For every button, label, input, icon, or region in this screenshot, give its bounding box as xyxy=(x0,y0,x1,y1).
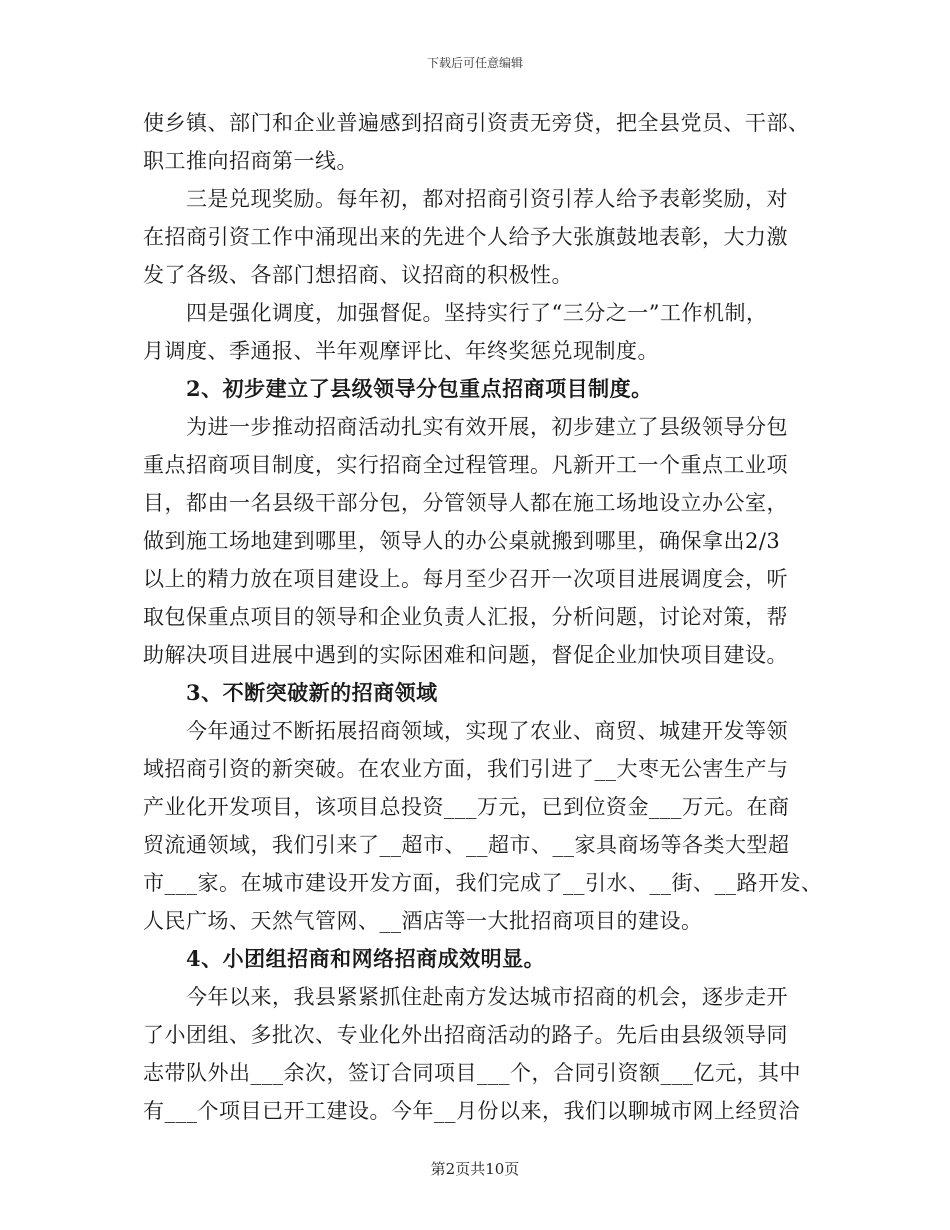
paragraph-line: 人民广场、天然气管网、__酒店等一大批招商项目的建设。 xyxy=(143,909,703,933)
paragraph-line: 志带队外出___余次，签订合同项目___个，合同引资额___亿元，其中 xyxy=(143,1061,801,1085)
paragraph-line: 发了各级、各部门想招商、议招商的积极性。 xyxy=(143,263,573,287)
paragraph-line: 使乡镇、部门和企业普遍感到招商引资责无旁贷，把全县党员、干部、 xyxy=(143,111,810,135)
paragraph-line: 了小团组、多批次、专业化外出招商活动的路子。先后由县级领导同 xyxy=(143,1023,788,1047)
section-heading: 4、小团组招商和网络招商成效明显。 xyxy=(186,946,546,971)
paragraph-line: 以上的精力放在项目建设上。每月至少召开一次项目进展调度会，听 xyxy=(143,567,788,591)
paragraph-line: 贸流通领域，我们引来了__超市、__超市、__家具商场等各类大型超 xyxy=(143,833,790,857)
page-number: 第2页共10页 xyxy=(430,1160,520,1178)
document-body xyxy=(143,104,833,1130)
paragraph-line: 今年以来，我县紧紧抓住赴南方发达城市招商的机会，逐步走开 xyxy=(186,985,788,1009)
paragraph-line: 为进一步推动招商活动扎实有效开展，初步建立了县级领导分包 xyxy=(186,415,788,439)
section-heading: 2、初步建立了县级领导分包重点招商项目制度。 xyxy=(186,376,653,401)
paragraph-line: 在招商引资工作中涌现出来的先进个人给予大张旗鼓地表彰，大力激 xyxy=(143,225,788,249)
paragraph-line: 做到施工场地建到哪里，领导人的办公桌就搬到哪里，确保拿出2/3 xyxy=(143,529,781,553)
paragraph-line: 市___家。在城市建设开发方面，我们完成了__引水、__街、__路开发、 xyxy=(143,871,823,895)
paragraph-line: 取包保重点项目的领导和企业负责人汇报，分析问题，讨论对策，帮 xyxy=(143,605,788,629)
paragraph-line: 三是兑现奖励。每年初，都对招商引资引荐人给予表彰奖励，对 xyxy=(186,187,788,211)
paragraph-line: 今年通过不断拓展招商领域，实现了农业、商贸、城建开发等领 xyxy=(186,719,788,743)
paragraph-line: 重点招商项目制度，实行招商全过程管理。凡新开工一个重点工业项 xyxy=(143,453,788,477)
paragraph-line: 有___个项目已开工建设。今年__月份以来，我们以聊城市网上经贸洽 xyxy=(143,1099,800,1123)
paragraph-line: 产业化开发项目，该项目总投资___万元，已到位资金___万元。在商 xyxy=(143,795,790,819)
paragraph-line: 四是强化调度，加强督促。坚持实行了“三分之一”工作机制， xyxy=(186,301,768,325)
paragraph-line: 域招商引资的新突破。在农业方面，我们引进了__大枣无公害生产与 xyxy=(143,757,789,781)
paragraph-line: 月调度、季通报、半年观摩评比、年终奖惩兑现制度。 xyxy=(143,339,659,363)
page-header-note: 下载后可任意编辑 xyxy=(426,56,523,70)
paragraph-line: 职工推向招商第一线。 xyxy=(143,149,358,173)
paragraph-line: 助解决项目进展中遇到的实际困难和问题，督促企业加快项目建设。 xyxy=(143,643,788,667)
section-heading: 3、不断突破新的招商领域 xyxy=(186,680,438,705)
paragraph-line: 目，都由一名县级干部分包，分管领导人都在施工场地设立办公室， xyxy=(143,491,788,515)
